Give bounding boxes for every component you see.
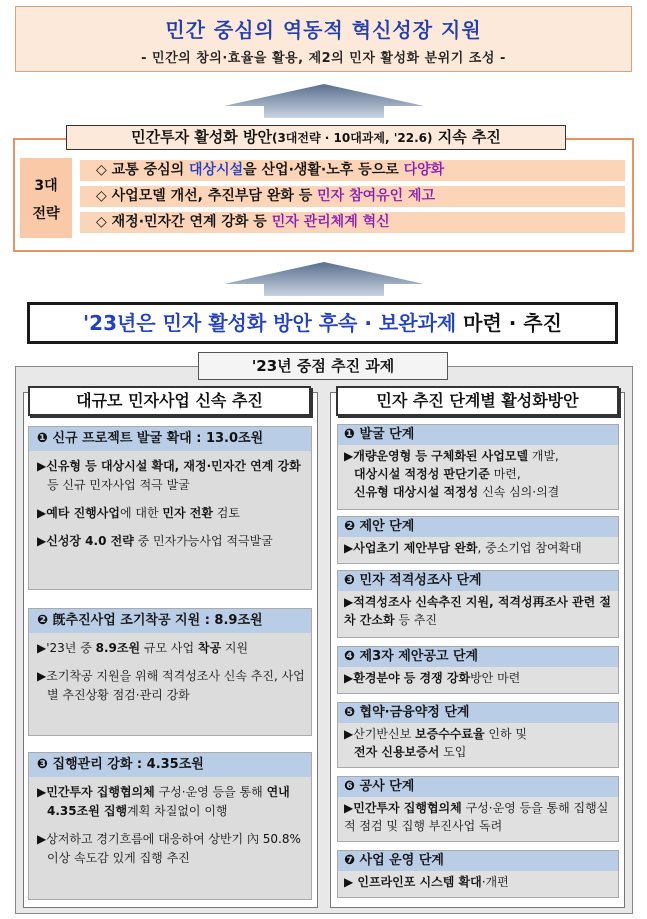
line: ▶적격성조사 신속추진 지원, 적격성再조사 관련 절차 간소화 등 추진 <box>344 595 611 627</box>
section-head: ❶ 발굴 단계 <box>338 425 618 445</box>
left-column-header: 대규모 민자사업 신속 추진 <box>28 386 311 416</box>
top-title: 민간 중심의 역동적 혁신성장 지원 <box>165 18 482 42</box>
line: 전자 신용보증서 도입 <box>354 745 467 759</box>
left-section <box>28 752 312 900</box>
section-head: ❶ 신규 프로젝트 발굴 확대 : 13.0조원 <box>29 427 311 451</box>
up-arrow-icon <box>224 84 424 118</box>
line: ▶ 인프라인포 시스템 확대·개편 <box>344 875 509 889</box>
section-head: ❻ 공사 단계 <box>338 777 618 797</box>
section-head: ❹ 제3자 제안공고 단계 <box>338 647 618 667</box>
line: ▶산기반신보 보증수수료율 인하 및 <box>344 727 527 741</box>
right-section <box>337 646 619 694</box>
banner: '23년은 민자 활성화 방안 후속 · 보완과제 마련 · 추진 <box>27 302 618 344</box>
section-head: ❸ 집행관리 강화 : 4.35조원 <box>29 753 311 777</box>
bullet: ▶예타 진행사업에 대한 민자 전환 검토 <box>37 506 240 520</box>
section-head: ❼ 사업 운영 단계 <box>338 851 618 871</box>
top-box <box>15 6 632 72</box>
line: 대상시설 적정성 판단기준 마련, <box>354 467 521 481</box>
main-title: '23년 중점 추진 과제 <box>198 352 448 380</box>
section-head: ❺ 협약·금융약정 단계 <box>338 703 618 723</box>
bullet: ▶민간투자 집행협의체 구성·운영 등을 통해 연내 4.35조원 집행계획 차질없이 이행 <box>37 785 290 818</box>
strategy-title: 민간투자 활성화 방안(3대전략 · 10대과제, '22.6) 지속 추진 <box>66 125 566 150</box>
line: ▶사업초기 제안부담 완화, 중소기업 참여확대 <box>344 541 582 555</box>
section-head: ❸ 민자 적격성조사 단계 <box>338 571 618 591</box>
bullet: ▶조기착공 지원을 위해 적격성조사 신속 추진, 사업별 추진상황 점검·관리 강화 <box>37 669 305 702</box>
left-section <box>28 608 312 736</box>
right-section <box>337 570 619 638</box>
right-section <box>337 424 619 510</box>
right-section <box>337 702 619 768</box>
up-arrow-icon <box>224 262 424 296</box>
bullet: ▶상저하고 경기흐름에 대응하여 상반기 內 50.8%이상 속도감 있게 집행 추진 <box>37 832 301 865</box>
right-section <box>337 776 619 842</box>
right-section <box>337 850 619 898</box>
strategy-item: ◇ 재정·민자간 연계 강화 등 민자 관리체계 혁신 <box>80 212 625 233</box>
bullet: ▶'23년 중 8.9조원 규모 사업 착공 지원 <box>37 641 249 655</box>
strategy-label: 3대 전략 <box>20 158 72 238</box>
section-head: ❷ 제안 단계 <box>338 517 618 537</box>
section-head: ❷ 旣추진사업 조기착공 지원 : 8.9조원 <box>29 609 311 633</box>
right-column-header: 민자 추진 단계별 활성화방안 <box>336 386 619 416</box>
line: ▶민간투자 집행협의체 구성·운영 등을 통해 집행실적 점검 및 집행 부진사업 독려 <box>344 801 609 833</box>
line: 신유형 대상시설 적정성 신속 심의·의결 <box>354 485 560 499</box>
line: ▶환경분야 등 경쟁 강화방안 마련 <box>344 671 521 685</box>
bullet: ▶신성장 4.0 전략 중 민자가능사업 적극발굴 <box>37 534 273 548</box>
strategy-item: ◇ 교통 중심의 대상시설을 산업·생활·노후 등으로 다양화 <box>80 160 625 181</box>
line: ▶개량운영형 등 구체화된 사업모델 개발, <box>344 449 559 463</box>
right-section <box>337 516 619 564</box>
bullet: ▶신유형 등 대상시설 확대, 재정·민자간 연계 강화 등 신규 민자사업 적극 발굴 <box>37 459 301 492</box>
left-section <box>28 426 312 590</box>
top-subtitle: - 민간의 창의·효율을 활용, 제2의 민자 활성화 분위기 조성 - <box>141 51 506 66</box>
strategy-item: ◇ 사업모델 개선, 추진부담 완화 등 민자 참여유인 제고 <box>80 186 625 207</box>
